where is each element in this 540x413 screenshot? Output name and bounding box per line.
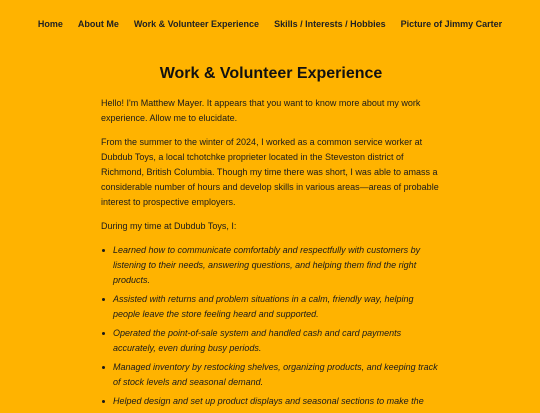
list-item — [113, 394, 441, 409]
bullet-icon — [102, 249, 105, 252]
nav-link-about-me[interactable]: About Me — [77, 19, 119, 29]
duties-list — [101, 243, 441, 409]
experience-paragraph: From the summer to the winter of 2024, I worked as a common service worker at Dubdub Toys, a local tchotchke proprieter located in the Steveston district of Richmond, British Columbia. Though my time there was short, I was able to amass a considerable number of hours and develop skills in various areas—areas of probable interest to prospective employers. — [101, 137, 439, 207]
intro-paragraph: Hello! I'm Matthew Mayer. It appears that you want to know more about my work experience. Allow me to elucidate. — [101, 98, 421, 123]
bullet-icon — [102, 400, 105, 403]
list-item-text: Learned how to communicate comfortably and respectfully with customers by listening to their needs, answering questions, and helping them find the right products. — [113, 245, 421, 285]
bullet-icon — [102, 298, 105, 301]
list-item-text: Managed inventory by restocking shelves, organizing products, and keeping track of stock levels and seasonal demand. — [113, 362, 438, 387]
top-navigation — [0, 0, 540, 32]
list-intro-paragraph: During my time at Dubdub Toys, I: — [101, 221, 237, 231]
list-item-text: Helped design and set up product displays and seasonal sections to make the — [113, 396, 424, 406]
list-item-text: Assisted with returns and problem situations in a calm, friendly way, helping people leave the store feeling heard and supported. — [113, 294, 414, 319]
list-item — [113, 292, 441, 322]
list-item — [113, 360, 441, 390]
page-title: Work & Volunteer Experience — [159, 65, 383, 82]
nav-link-skills-interests-hobbies[interactable]: Skills / Interests / Hobbies — [274, 19, 386, 29]
list-item — [113, 243, 441, 288]
nav-link-home[interactable]: Home — [37, 19, 63, 29]
main-content — [101, 64, 441, 413]
list-item-text: Operated the point-of-sale system and handled cash and card payments accurately, even during busy periods. — [113, 328, 402, 353]
bullet-icon — [102, 332, 105, 335]
list-item — [113, 326, 441, 356]
bullet-icon — [102, 366, 105, 369]
nav-link-picture-of-jimmy-carter[interactable]: Picture of Jimmy Carter — [400, 19, 503, 29]
nav-link-work-volunteer-experience[interactable]: Work & Volunteer Experience — [133, 19, 260, 29]
